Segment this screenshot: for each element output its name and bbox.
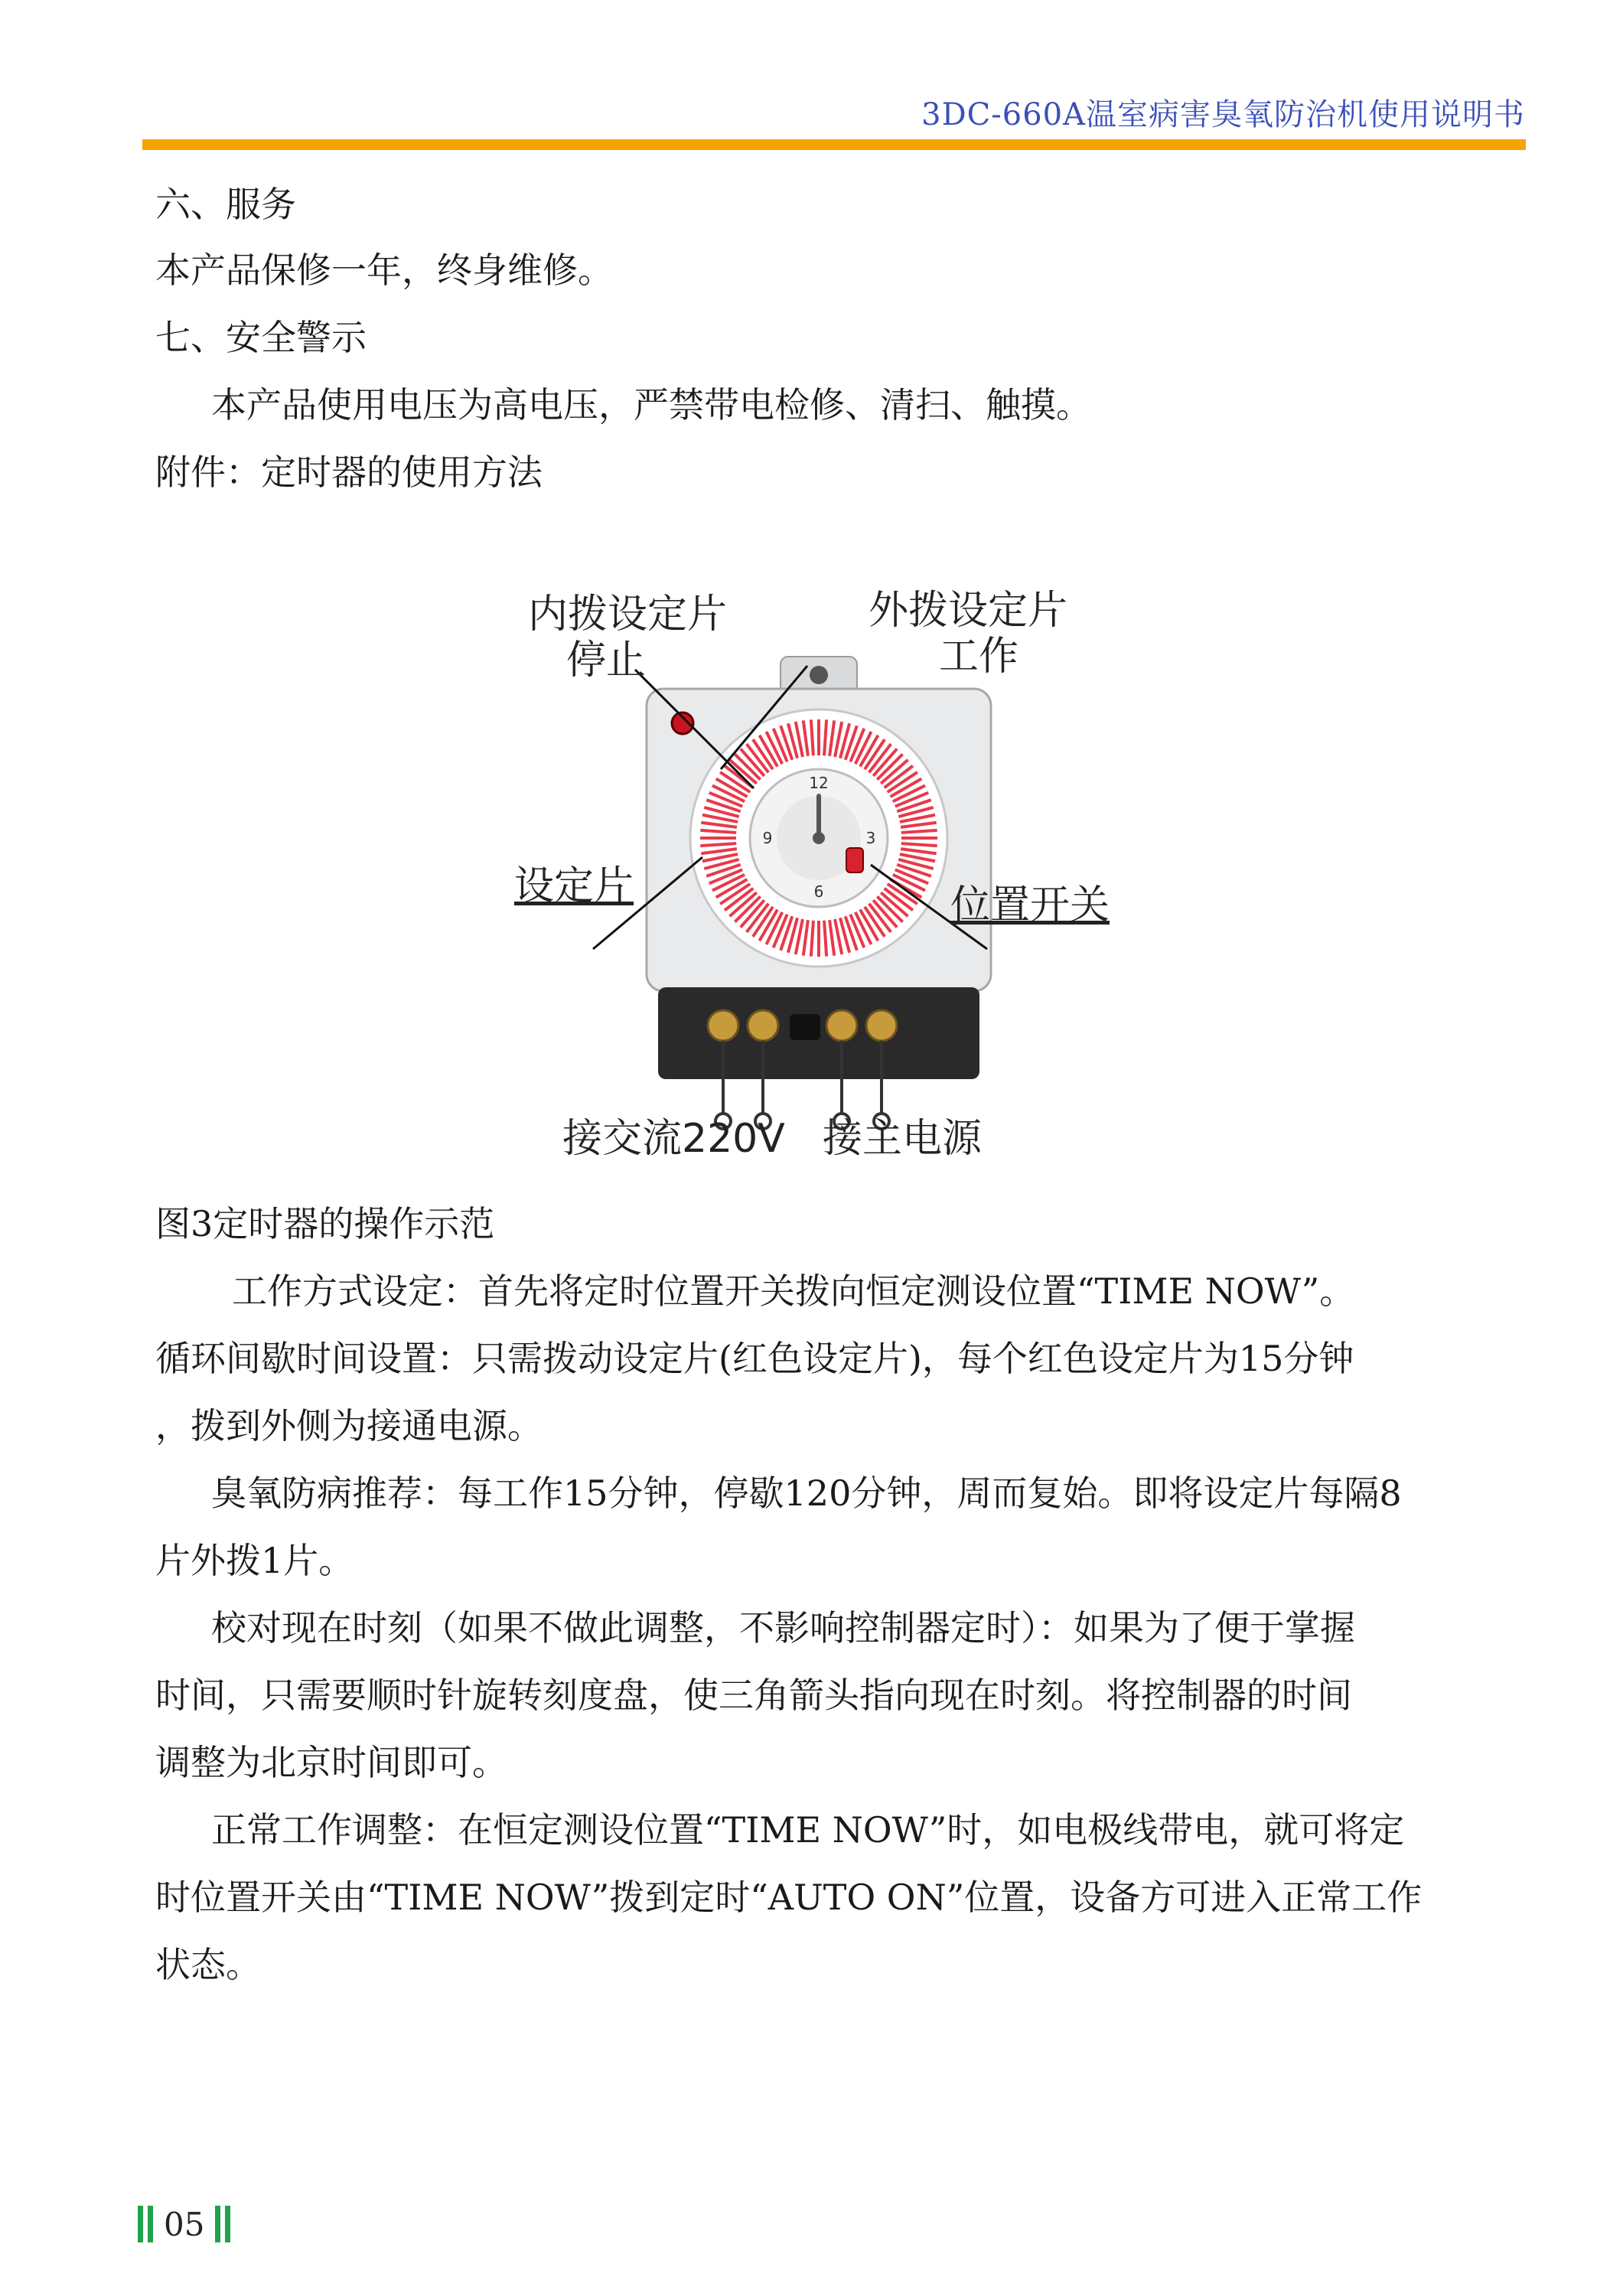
- label-outer-segment: 外拨设定片: [869, 588, 1068, 634]
- dial-number-9: 9: [762, 829, 773, 847]
- label-inner-segment: 内拨设定片: [528, 592, 728, 638]
- header-title: 3DC-660A温室病害臭氧防治机使用说明书: [921, 97, 1525, 132]
- figure-caption: 图3定时器的操作示范: [155, 1203, 495, 1244]
- mounting-hole: [810, 666, 828, 684]
- instruction-p4-line3: 调整为北京时间即可。: [155, 1742, 507, 1783]
- timer-figure: [505, 566, 1148, 1186]
- terminal-4: [866, 1010, 897, 1041]
- safety-text: 本产品使用电压为高电压，严禁带电检修、清扫、触摸。: [211, 384, 1091, 426]
- instruction-p2-line2: ，拨到外侧为接通电源。: [155, 1405, 543, 1446]
- terminal-2: [748, 1010, 778, 1041]
- instruction-p5-line2: 时位置开关由“TIME NOW”拨到定时“AUTO ON”位置，设备方可进入正常工作: [155, 1877, 1423, 1918]
- dial-number-3: 3: [865, 829, 876, 847]
- appendix-heading: 附件：定时器的使用方法: [155, 452, 543, 493]
- instruction-p4-line1: 校对现在时刻（如果不做此调整，不影响控制器定时）：如果为了便于掌握: [211, 1607, 1355, 1649]
- instruction-p5-line1: 正常工作调整：在恒定测设位置“TIME NOW”时，如电极线带电，就可将定: [211, 1809, 1405, 1851]
- label-outer-work: 工作: [939, 634, 1019, 680]
- instruction-p2-line1: 循环间歇时间设置：只需拨动设定片(红色设定片)，每个红色设定片为15分钟: [155, 1338, 1354, 1379]
- terminal-3: [826, 1010, 857, 1041]
- terminal-1: [708, 1010, 738, 1041]
- header-rule: [142, 139, 1526, 150]
- footer-bars-right: [215, 2206, 230, 2242]
- safety-heading: 七、安全警示: [155, 317, 367, 358]
- service-text: 本产品保修一年，终身维修。: [155, 249, 613, 291]
- instruction-p1: 工作方式设定：首先将定时位置开关拨向恒定测设位置“TIME NOW”。: [232, 1270, 1355, 1312]
- label-main-power: 接主电源: [823, 1116, 983, 1162]
- service-heading: 六、服务: [155, 184, 296, 225]
- position-switch: [846, 848, 863, 872]
- dial-number-12: 12: [809, 774, 829, 792]
- label-position-switch: 位置开关: [950, 882, 1110, 928]
- label-ac-220v: 接交流220V: [562, 1116, 785, 1162]
- instruction-p4-line2: 时间，只需要顺时针旋转刻度盘，使三角箭头指向现在时刻。将控制器的时间: [155, 1675, 1352, 1716]
- instruction-p3-line1: 臭氧防病推荐：每工作15分钟，停歇120分钟，周而复始。即将设定片每隔8: [211, 1473, 1402, 1514]
- instruction-p5-line3: 状态。: [155, 1944, 261, 1985]
- label-inner-stop: 停止: [566, 638, 647, 683]
- footer-bars-left: [138, 2206, 153, 2242]
- page-footer: [138, 2201, 230, 2247]
- dial-number-6: 6: [813, 882, 824, 901]
- label-segment: 设定片: [514, 863, 634, 909]
- page-number: 05: [164, 2205, 205, 2243]
- instruction-p3-line2: 片外拨1片。: [155, 1540, 354, 1581]
